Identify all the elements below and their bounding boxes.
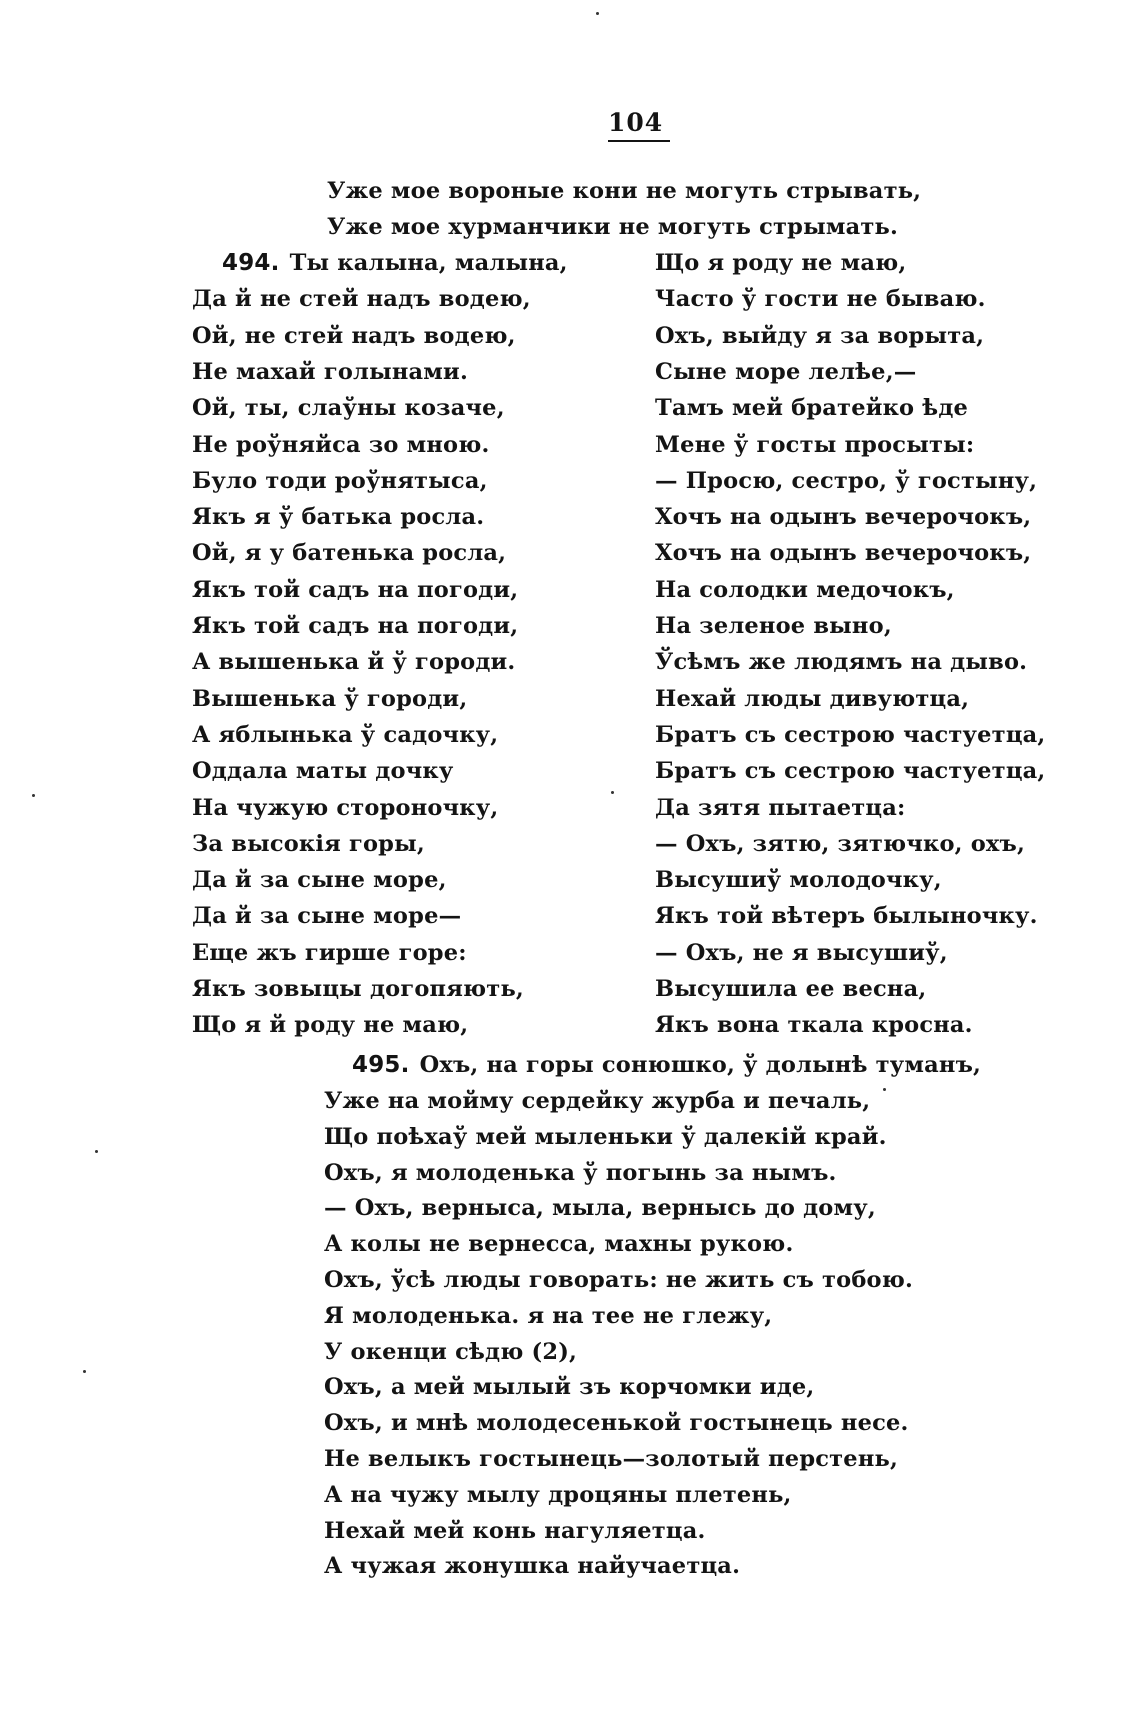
verse-line: — Охъ, верныса, мыла, вернысь до дому,: [324, 1195, 876, 1222]
verse-line: А на чужу мылу дроцяны плетень,: [324, 1481, 792, 1508]
verse-text: Ты калына, малына,: [289, 250, 568, 276]
verse-line: А вышенька й ў городи.: [192, 649, 516, 676]
verse-line: Охъ, выйду я за ворыта,: [655, 322, 985, 349]
verse-line: На чужую стороночку,: [192, 794, 499, 821]
scan-speck: [883, 1088, 886, 1091]
verse-line: Я молоденька. я на тее не глежу,: [324, 1302, 773, 1329]
verse-line: Охъ, и мнѣ молодесенькой гостынець несе.: [324, 1410, 909, 1437]
verse-line: Оддала маты дочку: [192, 758, 454, 785]
verse-line: За высокія горы,: [192, 830, 425, 857]
page-number: 104: [608, 108, 664, 137]
verse-line: Ой, не стей надъ водею,: [192, 322, 516, 349]
verse-line: [222, 252, 568, 275]
verse-line: Высушиў молодочку,: [655, 867, 942, 894]
verse-line: Охъ, ўсѣ люды говорать: не жить съ тобою.: [324, 1267, 914, 1293]
verse-line: Мене ў госты просыты:: [655, 431, 975, 458]
scan-speck: [32, 794, 35, 797]
verse-line: Ой, ты, слаўны козаче,: [192, 395, 505, 422]
verse-line: Часто ў гости не бываю.: [655, 286, 986, 313]
verse-line: Да й за сыне море,: [192, 867, 447, 894]
verse-line: Охъ, я молоденька ў погынь за нымъ.: [324, 1159, 837, 1186]
scan-speck: [611, 791, 614, 794]
verse-line: На солодки медочокъ,: [655, 576, 955, 603]
verse-line: — Охъ, зятю, зятючко, охъ,: [655, 830, 1026, 857]
verse-line: У окенци сѣдю (2),: [324, 1338, 578, 1365]
verse-line: — Просю, сестро, ў гостыну,: [655, 467, 1038, 494]
verse-line: А колы не вернесса, махны рукою.: [324, 1231, 794, 1258]
verse-line: Якъ той садъ на погоди,: [192, 613, 519, 639]
verse-line: Якъ зовыцы догопяють,: [192, 976, 524, 1002]
verse-line: Еще жъ гирше горе:: [192, 939, 467, 966]
verse-line: Що я й роду не маю,: [192, 1012, 469, 1039]
song-number: 494.: [222, 250, 280, 276]
verse-line: Якъ той вѣтеръ былыночку.: [655, 903, 1038, 930]
verse-line: Вышенька ў городи,: [192, 685, 468, 712]
scan-speck: [596, 12, 599, 15]
verse-line: Тамъ мей братейко ѣде: [655, 395, 969, 422]
verse-line: — Охъ, не я высушиў,: [655, 939, 948, 966]
verse-line: Що поѣхаў мей мыленьки ў далекій край.: [324, 1123, 887, 1150]
verse-line: Нехай люды дивуютца,: [655, 685, 970, 712]
verse-line: А яблынька ў садочку,: [192, 721, 499, 748]
page-number-rule: [608, 140, 670, 142]
verse-line: Высушила ее весна,: [655, 976, 927, 1002]
verse-line: Не велыкъ гостынець—золотый перстень,: [324, 1446, 898, 1472]
verse-text: Охъ, на горы сонюшко, ў долынѣ туманъ,: [419, 1052, 982, 1078]
verse-line: Сыне море лелѣе,—: [655, 358, 917, 385]
song-number: 495.: [352, 1052, 410, 1078]
verse-line: Що я роду не маю,: [655, 250, 907, 276]
verse-line: Братъ съ сестрою частуетца,: [655, 721, 1046, 748]
verse-line: Ой, я у батенька росла,: [192, 540, 507, 567]
verse-line: Братъ съ сестрою частуетца,: [655, 758, 1046, 785]
scan-speck: [83, 1370, 86, 1373]
verse-line: Да й не стей надъ водею,: [192, 286, 531, 313]
verse-line: Уже на мойму сердейку журба и печаль,: [324, 1088, 871, 1114]
verse-line: Не махай голынами.: [192, 358, 468, 385]
verse-line: Да й за сыне море—: [192, 903, 462, 930]
verse-line: А чужая жонушка найучаетца.: [324, 1553, 741, 1580]
intro-line: Уже мое хурманчики не могуть стрымать.: [327, 214, 899, 240]
verse-line: Хочъ на одынъ вечерочокъ,: [655, 540, 1032, 567]
verse-line: Охъ, а мей мылый зъ корчомки иде,: [324, 1374, 815, 1401]
verse-line: Хочъ на одынъ вечерочокъ,: [655, 504, 1032, 531]
verse-line: Ўсѣмъ же людямъ на дыво.: [655, 649, 1028, 676]
verse-line: На зеленое выно,: [655, 613, 892, 639]
verse-line: [352, 1054, 981, 1077]
verse-line: Було тоди роўнятыса,: [192, 467, 488, 494]
verse-line: Да зятя пытаетца:: [655, 794, 906, 821]
verse-line: Не роўняйса зо мною.: [192, 431, 490, 458]
verse-line: Нехай мей конь нагуляетца.: [324, 1517, 706, 1544]
verse-line: Якъ вона ткала кросна.: [655, 1012, 973, 1039]
verse-line: Якъ той садъ на погоди,: [192, 576, 519, 603]
intro-line: Уже мое вороные кони не могуть стрывать,: [327, 178, 922, 204]
scan-speck: [95, 1150, 98, 1153]
verse-line: Якъ я ў батька росла.: [192, 504, 485, 531]
